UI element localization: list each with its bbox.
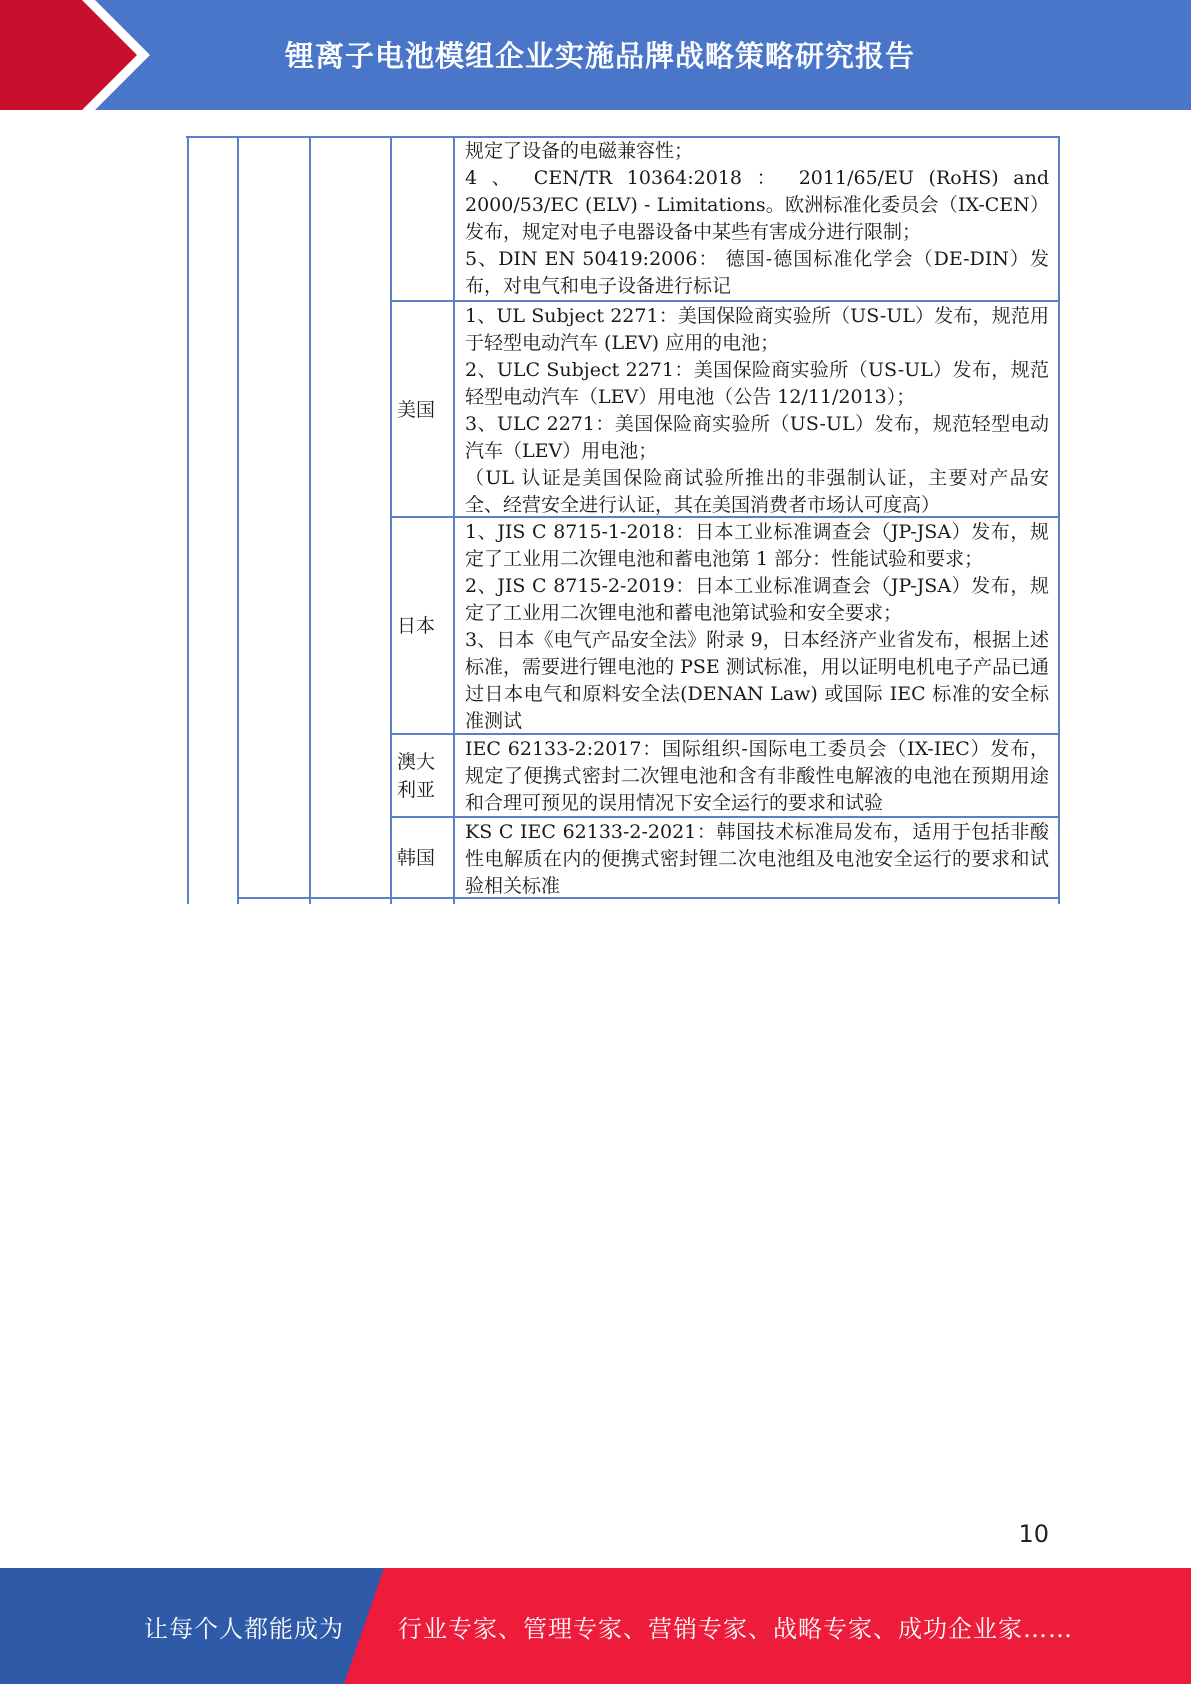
country-cell-japan: 日本 <box>396 615 435 637</box>
standard-item: 1、UL Subject 2271：美国保险商实验所（US-UL）发布，规范用于轻型电动汽车 (LEV) 应用的电池； <box>465 305 1049 354</box>
footer-slogan-left: 让每个人都能成为 <box>144 1614 344 1643</box>
table-row <box>465 303 1049 519</box>
standards-table <box>186 136 1060 904</box>
standard-item: （UL 认证是美国保险商试验所推出的非强制认证，主要对产品安全、经营安全进行认证，其在美国消费者市场认可度高） <box>465 467 1049 516</box>
standard-item: IEC 62133-2:2017：国际组织-国际电工委员会（IX-IEC）发布，规定了便携式密封二次锂电池和含有非酸性电解液的电池在预期用途和合理可预见的误用情况下安全运行的要求和试验 <box>465 738 1049 814</box>
standard-item: KS C IEC 62133-2-2021：韩国技术标准局发布，适用于包括非酸性电解质在内的便携式密封锂二次电池组及电池安全运行的要求和试验相关标准 <box>465 821 1049 897</box>
standard-item: 2、ULC Subject 2271：美国保险商实验所（US-UL）发布，规范轻型电动汽车（LEV）用电池（公告 12/11/2013）； <box>465 359 1049 408</box>
standard-item: 5、DIN EN 50419:2006： 德国-德国标准化学会（DE-DIN）发布，对电气和电子设备进行标记 <box>465 248 1049 297</box>
country-cell-korea: 韩国 <box>396 847 435 869</box>
header-chevron-icon <box>0 0 160 110</box>
table-row <box>465 736 1049 817</box>
table-row <box>465 819 1049 900</box>
country-cell-usa: 美国 <box>396 398 435 421</box>
page-footer <box>0 1568 1191 1684</box>
page-header <box>0 0 1191 110</box>
standard-item: 1、JIS C 8715-1-2018：日本工业标准调查会（JP-JSA）发布，规定了工业用二次锂电池和蓄电池第 1 部分：性能试验和要求； <box>465 521 1049 570</box>
standard-item: 规定了设备的电磁兼容性； <box>465 140 694 162</box>
table-row <box>465 519 1049 735</box>
country-cell-australia: 澳大利亚 <box>396 751 435 801</box>
footer-slogan-right: 行业专家、管理专家、营销专家、战略专家、成功企业家…… <box>398 1614 1073 1643</box>
standard-item: 3、日本《电气产品安全法》附录 9，日本经济产业省发布，根据上述标准，需要进行锂电池的 PSE 测试标准，用以证明电机电子产品已通过日本电气和原料安全法(DENAN Law) 或国际 IEC 标准的安全标准测试 <box>465 629 1049 732</box>
page-number: 10 <box>1018 1520 1049 1548</box>
report-title: 锂离子电池模组企业实施品牌战略策略研究报告 <box>284 38 915 73</box>
standard-item: 2、JIS C 8715-2-2019：日本工业标准调查会（JP-JSA）发布，规定了工业用二次锂电池和蓄电池第试验和安全要求； <box>465 575 1049 624</box>
standard-item: 3、ULC 2271：美国保险商实验所（US-UL）发布，规范轻型电动汽车（LEV）用电池； <box>465 413 1049 462</box>
standard-item: 4 、 CEN/TR 10364:2018 ： 2011/65/EU (RoHS) and 2000/53/EC (ELV) - Limitations。欧洲标准化委员会（IX-CEN）发布，规定对电子电器设备中某些有害成分进行限制； <box>465 167 1049 243</box>
table-row <box>465 138 1049 300</box>
